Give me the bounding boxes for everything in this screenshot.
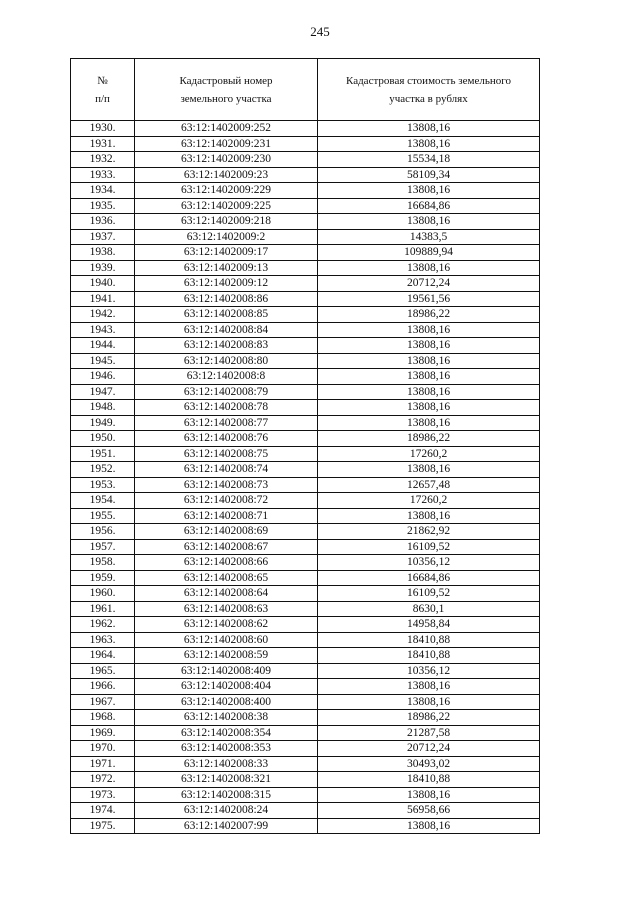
cadastral-number-cell: 63:12:1402008:86 bbox=[135, 291, 318, 307]
table-row bbox=[71, 617, 540, 633]
cadastral-value-cell: 13808,16 bbox=[318, 322, 540, 338]
header-row-number-line-2: п/п bbox=[95, 92, 110, 105]
cadastral-number-cell: 63:12:1402009:13 bbox=[135, 260, 318, 276]
row-number-cell: 1949. bbox=[71, 415, 135, 431]
cadastral-number-cell: 63:12:1402008:74 bbox=[135, 462, 318, 478]
row-number-cell: 1969. bbox=[71, 725, 135, 741]
row-number-cell: 1959. bbox=[71, 570, 135, 586]
table-row bbox=[71, 756, 540, 772]
cadastral-value-cell: 16684,86 bbox=[318, 198, 540, 214]
cadastral-value-cell: 10356,12 bbox=[318, 663, 540, 679]
cadastral-value-cell: 14958,84 bbox=[318, 617, 540, 633]
table-row bbox=[71, 214, 540, 230]
cadastral-number-cell: 63:12:1402008:60 bbox=[135, 632, 318, 648]
row-number-cell: 1963. bbox=[71, 632, 135, 648]
cadastral-value-cell: 13808,16 bbox=[318, 787, 540, 803]
table-row bbox=[71, 446, 540, 462]
cadastral-number-cell: 63:12:1402008:80 bbox=[135, 353, 318, 369]
table-row bbox=[71, 183, 540, 199]
row-number-cell: 1958. bbox=[71, 555, 135, 571]
row-number-cell: 1955. bbox=[71, 508, 135, 524]
cadastral-number-cell: 63:12:1402009:230 bbox=[135, 152, 318, 168]
row-number-cell: 1933. bbox=[71, 167, 135, 183]
table-row bbox=[71, 555, 540, 571]
cadastral-value-cell: 13808,16 bbox=[318, 369, 540, 385]
cadastral-number-cell: 63:12:1402009:229 bbox=[135, 183, 318, 199]
row-number-cell: 1964. bbox=[71, 648, 135, 664]
cadastral-number-cell: 63:12:1402008:84 bbox=[135, 322, 318, 338]
cadastral-value-cell: 13808,16 bbox=[318, 183, 540, 199]
row-number-cell: 1968. bbox=[71, 710, 135, 726]
row-number-cell: 1935. bbox=[71, 198, 135, 214]
row-number-cell: 1931. bbox=[71, 136, 135, 152]
cadastral-value-cell: 15534,18 bbox=[318, 152, 540, 168]
cadastral-number-cell: 63:12:1402008:321 bbox=[135, 772, 318, 788]
cadastral-number-cell: 63:12:1402008:24 bbox=[135, 803, 318, 819]
cadastral-value-cell: 13808,16 bbox=[318, 818, 540, 834]
cadastral-number-cell: 63:12:1402008:72 bbox=[135, 493, 318, 509]
table-row bbox=[71, 198, 540, 214]
table-row bbox=[71, 539, 540, 555]
cadastral-number-cell: 63:12:1402008:85 bbox=[135, 307, 318, 323]
cadastral-number-cell: 63:12:1402008:354 bbox=[135, 725, 318, 741]
table-row bbox=[71, 400, 540, 416]
row-number-cell: 1953. bbox=[71, 477, 135, 493]
row-number-cell: 1974. bbox=[71, 803, 135, 819]
table-row bbox=[71, 431, 540, 447]
cadastral-number-cell: 63:12:1402008:353 bbox=[135, 741, 318, 757]
row-number-cell: 1948. bbox=[71, 400, 135, 416]
cadastral-number-cell: 63:12:1402009:23 bbox=[135, 167, 318, 183]
table-row bbox=[71, 524, 540, 540]
page-number: 245 bbox=[310, 24, 330, 39]
cadastral-number-cell: 63:12:1402008:78 bbox=[135, 400, 318, 416]
cadastral-value-cell: 13808,16 bbox=[318, 508, 540, 524]
cadastral-value-cell: 20712,24 bbox=[318, 276, 540, 292]
table-row bbox=[71, 307, 540, 323]
row-number-cell: 1934. bbox=[71, 183, 135, 199]
table-row bbox=[71, 322, 540, 338]
table-row bbox=[71, 694, 540, 710]
cadastral-value-cell: 16684,86 bbox=[318, 570, 540, 586]
table-row bbox=[71, 648, 540, 664]
header-cadastral-number-line-2: земельного участка bbox=[180, 92, 272, 105]
row-number-cell: 1944. bbox=[71, 338, 135, 354]
cadastral-number-cell: 63:12:1402008:63 bbox=[135, 601, 318, 617]
cadastral-number-cell: 63:12:1402009:231 bbox=[135, 136, 318, 152]
table-row bbox=[71, 276, 540, 292]
table-row bbox=[71, 384, 540, 400]
row-number-cell: 1970. bbox=[71, 741, 135, 757]
cadastral-value-cell: 17260,2 bbox=[318, 493, 540, 509]
row-number-cell: 1932. bbox=[71, 152, 135, 168]
cadastral-number-cell: 63:12:1402008:404 bbox=[135, 679, 318, 695]
cadastral-value-cell: 56958,66 bbox=[318, 803, 540, 819]
cadastral-number-cell: 63:12:1402009:218 bbox=[135, 214, 318, 230]
row-number-cell: 1939. bbox=[71, 260, 135, 276]
table-row bbox=[71, 803, 540, 819]
row-number-cell: 1946. bbox=[71, 369, 135, 385]
row-number-cell: 1951. bbox=[71, 446, 135, 462]
cadastral-value-cell: 13808,16 bbox=[318, 462, 540, 478]
row-number-cell: 1967. bbox=[71, 694, 135, 710]
cadastral-number-cell: 63:12:1402008:315 bbox=[135, 787, 318, 803]
cadastral-value-cell: 13808,16 bbox=[318, 260, 540, 276]
row-number-cell: 1943. bbox=[71, 322, 135, 338]
table-body bbox=[71, 121, 540, 834]
cadastral-number-cell: 63:12:1402008:79 bbox=[135, 384, 318, 400]
cadastral-value-cell: 13808,16 bbox=[318, 214, 540, 230]
table-row bbox=[71, 152, 540, 168]
cadastral-value-cell: 18410,88 bbox=[318, 632, 540, 648]
row-number-cell: 1965. bbox=[71, 663, 135, 679]
row-number-cell: 1937. bbox=[71, 229, 135, 245]
table-row bbox=[71, 570, 540, 586]
table-row bbox=[71, 462, 540, 478]
cadastral-number-cell: 63:12:1402008:409 bbox=[135, 663, 318, 679]
table-row bbox=[71, 586, 540, 602]
row-number-cell: 1947. bbox=[71, 384, 135, 400]
cadastral-value-cell: 14383,5 bbox=[318, 229, 540, 245]
cadastral-value-cell: 13808,16 bbox=[318, 415, 540, 431]
row-number-cell: 1954. bbox=[71, 493, 135, 509]
cadastral-value-cell: 21862,92 bbox=[318, 524, 540, 540]
table-row bbox=[71, 601, 540, 617]
table-row bbox=[71, 415, 540, 431]
table-row bbox=[71, 741, 540, 757]
cadastral-value-cell: 16109,52 bbox=[318, 586, 540, 602]
cadastral-value-cell: 18986,22 bbox=[318, 710, 540, 726]
cadastral-number-cell: 63:12:1402008:62 bbox=[135, 617, 318, 633]
table-row bbox=[71, 245, 540, 261]
cadastral-value-cell: 17260,2 bbox=[318, 446, 540, 462]
table-row bbox=[71, 493, 540, 509]
cadastral-number-cell: 63:12:1402009:2 bbox=[135, 229, 318, 245]
cadastral-number-cell: 63:12:1402008:69 bbox=[135, 524, 318, 540]
header-cadastral-number bbox=[135, 59, 318, 121]
cadastral-value-cell: 13808,16 bbox=[318, 121, 540, 137]
row-number-cell: 1973. bbox=[71, 787, 135, 803]
cadastral-value-cell: 13808,16 bbox=[318, 384, 540, 400]
cadastral-number-cell: 63:12:1402009:252 bbox=[135, 121, 318, 137]
cadastral-value-cell: 18986,22 bbox=[318, 307, 540, 323]
table-row bbox=[71, 663, 540, 679]
cadastral-number-cell: 63:12:1402008:77 bbox=[135, 415, 318, 431]
row-number-cell: 1942. bbox=[71, 307, 135, 323]
table-row bbox=[71, 338, 540, 354]
cadastral-number-cell: 63:12:1402009:12 bbox=[135, 276, 318, 292]
row-number-cell: 1975. bbox=[71, 818, 135, 834]
table-row bbox=[71, 679, 540, 695]
table-row bbox=[71, 632, 540, 648]
cadastral-value-cell: 30493,02 bbox=[318, 756, 540, 772]
cadastral-value-table bbox=[70, 58, 540, 834]
table-row bbox=[71, 229, 540, 245]
row-number-cell: 1936. bbox=[71, 214, 135, 230]
cadastral-value-cell: 109889,94 bbox=[318, 245, 540, 261]
table-row bbox=[71, 291, 540, 307]
cadastral-number-cell: 63:12:1402008:59 bbox=[135, 648, 318, 664]
header-row-number bbox=[71, 59, 135, 121]
table-row bbox=[71, 725, 540, 741]
cadastral-value-cell: 13808,16 bbox=[318, 679, 540, 695]
row-number-cell: 1961. bbox=[71, 601, 135, 617]
header-row-number-line-1: № bbox=[97, 74, 108, 87]
cadastral-number-cell: 63:12:1402008:33 bbox=[135, 756, 318, 772]
table-row bbox=[71, 477, 540, 493]
cadastral-number-cell: 63:12:1402008:66 bbox=[135, 555, 318, 571]
cadastral-value-cell: 10356,12 bbox=[318, 555, 540, 571]
cadastral-number-cell: 63:12:1402007:99 bbox=[135, 818, 318, 834]
cadastral-value-cell: 13808,16 bbox=[318, 353, 540, 369]
row-number-cell: 1940. bbox=[71, 276, 135, 292]
header-cadastral-value bbox=[318, 59, 540, 121]
cadastral-value-cell: 18986,22 bbox=[318, 431, 540, 447]
cadastral-number-cell: 63:12:1402008:65 bbox=[135, 570, 318, 586]
table-row bbox=[71, 710, 540, 726]
header-cadastral-value-line-1: Кадастровая стоимость земельного bbox=[346, 74, 511, 87]
table-row bbox=[71, 260, 540, 276]
row-number-cell: 1945. bbox=[71, 353, 135, 369]
cadastral-value-cell: 18410,88 bbox=[318, 648, 540, 664]
cadastral-value-cell: 13808,16 bbox=[318, 400, 540, 416]
table-row bbox=[71, 121, 540, 137]
cadastral-value-cell: 58109,34 bbox=[318, 167, 540, 183]
row-number-cell: 1956. bbox=[71, 524, 135, 540]
row-number-cell: 1957. bbox=[71, 539, 135, 555]
table-row bbox=[71, 353, 540, 369]
cadastral-number-cell: 63:12:1402008:8 bbox=[135, 369, 318, 385]
table-row bbox=[71, 818, 540, 834]
cadastral-value-cell: 12657,48 bbox=[318, 477, 540, 493]
cadastral-value-cell: 8630,1 bbox=[318, 601, 540, 617]
row-number-cell: 1966. bbox=[71, 679, 135, 695]
table-header-row bbox=[71, 59, 540, 121]
cadastral-value-cell: 13808,16 bbox=[318, 338, 540, 354]
row-number-cell: 1971. bbox=[71, 756, 135, 772]
row-number-cell: 1941. bbox=[71, 291, 135, 307]
row-number-cell: 1930. bbox=[71, 121, 135, 137]
cadastral-value-cell: 21287,58 bbox=[318, 725, 540, 741]
cadastral-value-cell: 13808,16 bbox=[318, 694, 540, 710]
cadastral-number-cell: 63:12:1402008:71 bbox=[135, 508, 318, 524]
table-row bbox=[71, 369, 540, 385]
row-number-cell: 1950. bbox=[71, 431, 135, 447]
row-number-cell: 1938. bbox=[71, 245, 135, 261]
row-number-cell: 1952. bbox=[71, 462, 135, 478]
cadastral-number-cell: 63:12:1402009:225 bbox=[135, 198, 318, 214]
row-number-cell: 1962. bbox=[71, 617, 135, 633]
cadastral-number-cell: 63:12:1402008:400 bbox=[135, 694, 318, 710]
cadastral-number-cell: 63:12:1402008:38 bbox=[135, 710, 318, 726]
cadastral-number-cell: 63:12:1402008:67 bbox=[135, 539, 318, 555]
cadastral-number-cell: 63:12:1402009:17 bbox=[135, 245, 318, 261]
cadastral-value-cell: 20712,24 bbox=[318, 741, 540, 757]
cadastral-value-cell: 16109,52 bbox=[318, 539, 540, 555]
table-row bbox=[71, 508, 540, 524]
cadastral-number-cell: 63:12:1402008:83 bbox=[135, 338, 318, 354]
table-row bbox=[71, 772, 540, 788]
row-number-cell: 1960. bbox=[71, 586, 135, 602]
cadastral-value-cell: 19561,56 bbox=[318, 291, 540, 307]
header-cadastral-number-line-1: Кадастровый номер bbox=[179, 74, 273, 87]
header-cadastral-value-line-2: участка в рублях bbox=[389, 92, 468, 105]
row-number-cell: 1972. bbox=[71, 772, 135, 788]
cadastral-number-cell: 63:12:1402008:73 bbox=[135, 477, 318, 493]
cadastral-value-cell: 13808,16 bbox=[318, 136, 540, 152]
table-row bbox=[71, 136, 540, 152]
table-row bbox=[71, 167, 540, 183]
cadastral-number-cell: 63:12:1402008:75 bbox=[135, 446, 318, 462]
cadastral-number-cell: 63:12:1402008:64 bbox=[135, 586, 318, 602]
cadastral-value-cell: 18410,88 bbox=[318, 772, 540, 788]
cadastral-number-cell: 63:12:1402008:76 bbox=[135, 431, 318, 447]
table-row bbox=[71, 787, 540, 803]
